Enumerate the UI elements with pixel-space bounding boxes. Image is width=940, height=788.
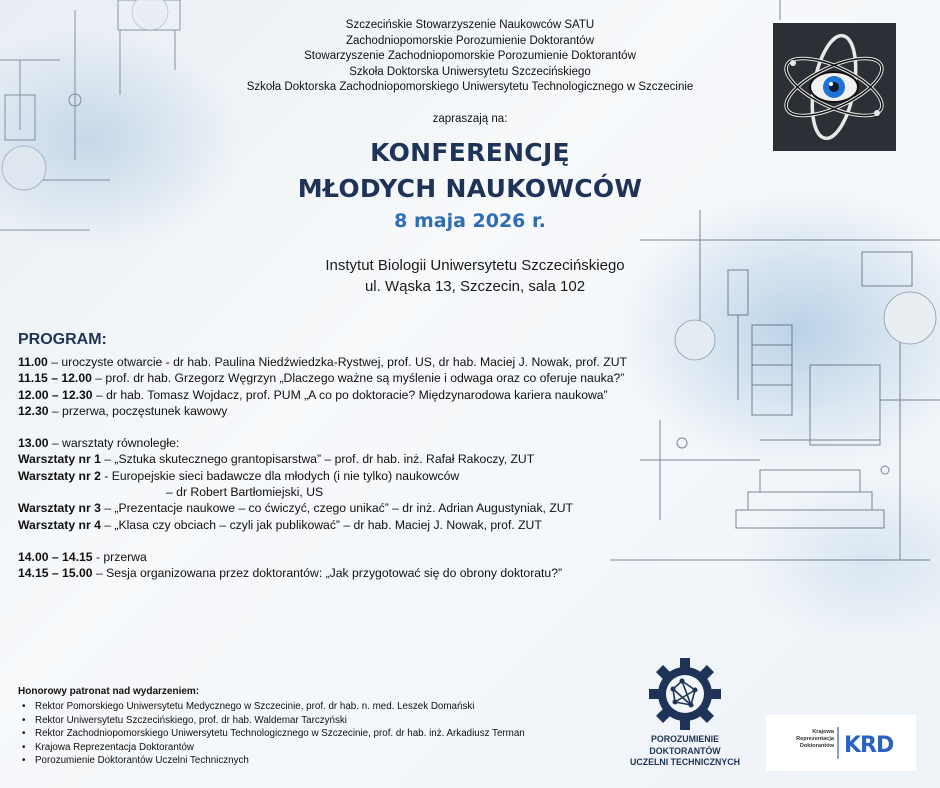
program-time: 14.15 – 15.00 (18, 566, 93, 581)
workshop-item (18, 468, 628, 484)
venue (250, 255, 700, 297)
program-text: – warsztaty równoległe: (48, 436, 180, 451)
patron-item: • Rektor Pomorskiego Uniwersytetu Medycznego w Szczecinie, prof. dr hab. n. med. Leszek Domański (22, 700, 642, 714)
pd-logo (620, 658, 750, 778)
venue-line-2: ul. Wąska 13, Szczecin, sala 102 (364, 278, 586, 295)
program-item (18, 354, 628, 370)
program-time: 11.00 (18, 355, 48, 369)
program-text: – przerwa, poczęstunek kawowy (48, 403, 228, 418)
workshop-label: Warsztaty nr 2 (18, 468, 101, 483)
program-text: – dr hab. Tomasz Wojdacz, prof. PUM „A co po doktoracie? Międzynarodowa kariera naukowa” (92, 387, 608, 402)
moon-left (2, 146, 46, 190)
workshop-text: – „Prezentacje naukowe – co ćwiczyć, czego unikać” – dr inż. Adrian Augustyniak, ZUT (100, 501, 574, 516)
workshop-item (18, 517, 628, 533)
organizer-line: Szkoła Doktorska Zachodniopomorskiego Uniwersytetu Technologicznego w Szczecinie (246, 81, 694, 93)
program-item (18, 387, 628, 403)
organizer-line: Stowarzyszenie Zachodniopomorskie Porozumienie Doktorantów (304, 50, 636, 62)
pd-logo-line: POROZUMIENIE (651, 734, 719, 744)
moon-top (132, 0, 168, 30)
program-text: – Sesja organizowana przez doktorantów: „Jak przygotować się do obrony doktoratu?” (92, 566, 563, 581)
title-line-2: MŁODYCH NAUKOWCÓW (297, 174, 643, 203)
program-time: 14.00 – 14.15 (18, 549, 93, 564)
conference-date: 8 maja 2026 r. (394, 210, 546, 232)
organizer-line: Zachodniopomorskie Porozumienie Doktorantów (345, 34, 594, 47)
venue-line-1: Instytut Biologii Uniwersytetu Szczecińskiego (325, 257, 625, 274)
gear-network-icon (620, 658, 750, 732)
krd-wordmark-icon (766, 715, 916, 771)
workshop-text: – „Sztuka skutecznego grantopisarstwa” – prof. dr hab. inż. Rafał Rakoczy, ZUT (100, 452, 535, 467)
program-text: – prof. dr hab. Grzegorz Węgrzyn „Dlaczego ważne są myślenie i odwaga oraz co oferuje nauka?” (91, 371, 625, 386)
pd-logo-line: UCZELNI TECHNICZNYCH (630, 757, 740, 767)
krd-logo-line: Doktorantów (799, 742, 834, 749)
program-heading: PROGRAM: (18, 331, 107, 348)
organizers-list (170, 18, 770, 96)
program-item (18, 549, 628, 565)
program-item (18, 435, 628, 451)
organizer-line: Szczecińskie Stowarzyszenie Naukowców SATU (345, 19, 595, 31)
workshop-text: – „Klasa czy obciach – czyli jak publikować” – dr hab. Maciej J. Nowak, prof. ZUT (100, 517, 542, 532)
atom-eye-icon (773, 23, 896, 151)
patrons-list (22, 700, 642, 768)
workshop-continuation: – dr Robert Bartłomiejski, US (166, 485, 324, 500)
patron-item: • Rektor Zachodniopomorskiego Uniwersytetu Technologicznego w Szczecinie, prof. dr hab. inż. Arkadiusz Terman (22, 727, 642, 741)
program-time: 12.30 (18, 403, 49, 418)
krd-logo-line: Reprezentacja (796, 735, 834, 742)
krd-logo (766, 715, 916, 771)
workshop-item (18, 451, 628, 467)
program-text: - przerwa (92, 549, 147, 564)
pd-logo-line: DOKTORANTÓW (649, 745, 721, 756)
program-item (18, 370, 628, 386)
patron-item: • Rektor Uniwersytetu Szczecińskiego, prof. dr hab. Waldemar Tarczyński (22, 714, 642, 728)
patron-item: • Porozumienie Doktorantów Uczelni Technicznych (22, 754, 642, 768)
title-line-1: KONFERENCJĘ (370, 138, 570, 167)
patron-item: • Krajowa Reprezentacja Doktorantów (22, 741, 642, 755)
patronage-heading: Honorowy patronat nad wydarzeniem: (18, 686, 200, 697)
program-time: 12.00 – 12.30 (18, 387, 93, 402)
krd-mark: KRD (844, 733, 894, 758)
moon-right (675, 320, 715, 360)
workshop-item (18, 500, 628, 516)
program-text: – uroczyste otwarcie - dr hab. Paulina Niedźwiedzka-Rystwej, prof. US, dr hab. Maciej J. Nowak, prof. ZUT (47, 355, 627, 369)
workshop-label: Warsztaty nr 3 (18, 501, 101, 516)
invite-text: zapraszają na: (432, 113, 508, 125)
organizer-line: Szkoła Doktorska Uniwersytetu Szczecińskiego (349, 65, 591, 78)
program-time: 11.15 – 12.00 (18, 371, 92, 386)
program-list (18, 354, 628, 582)
workshop-label: Warsztaty nr 4 (18, 517, 101, 532)
moon-far-right (884, 292, 936, 344)
satu-logo (773, 23, 896, 151)
workshop-text: - Europejskie sieci badawcze dla młodych (i nie tylko) naukowców (100, 468, 460, 483)
conference-title (220, 135, 720, 207)
krd-logo-line: Krajowa (812, 729, 834, 735)
program-time: 13.00 (18, 436, 49, 451)
workshop-label: Warsztaty nr 1 (18, 452, 101, 467)
program-item (18, 565, 628, 581)
pd-logo-text (620, 734, 750, 769)
program-item (18, 403, 628, 419)
